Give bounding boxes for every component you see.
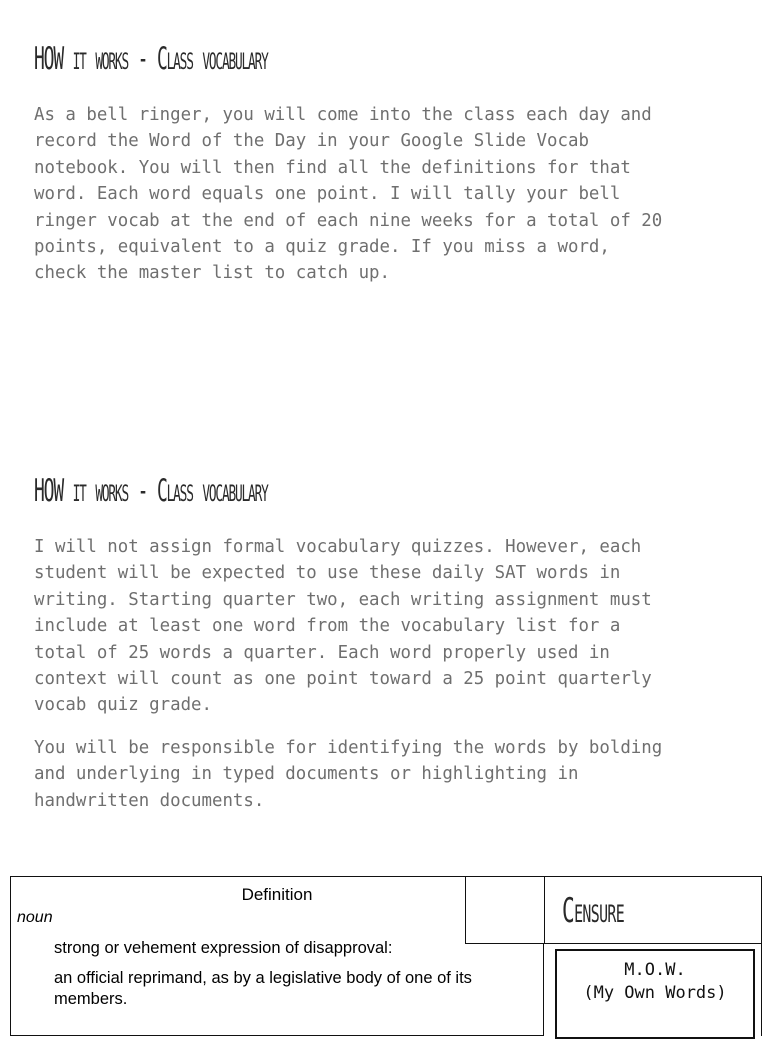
vocab-word: Censure (562, 891, 625, 931)
word-box (544, 876, 762, 944)
section-bell-ringer (34, 38, 734, 287)
mow-area (544, 944, 762, 1036)
section-paragraph: As a bell ringer, you will come into the class each day and record the Word of the Day in your Google Slide Vocab notebook. You will then find all the definitions for that word. Each word equals one point. I will tally your bell ringer vocab at the end of each nine weeks for a total of 20 points, equivalent to a quiz grade. If you miss a word, check the master list to catch up. (34, 105, 663, 284)
mow-sublabel: (My Own Words) (583, 983, 727, 1003)
part-of-speech: noun (17, 909, 53, 926)
definition-item: an official reprimand, as by a legislative body of one of its members. (54, 969, 472, 1008)
section-writing-usage (34, 470, 734, 814)
section-paragraph: I will not assign formal vocabulary quizzes. However, each student will be expected to use these daily SAT words in writing. Starting quarter two, each writing assignment must include at least one word from the vocabulary list for a total of 25 words a quarter. Each word properly used in context will count as one point toward a 25 point quarterly vocab quiz grade. (34, 537, 652, 716)
mow-label: M.O.W. (624, 960, 686, 980)
section-title: HOW it works - Class vocabulary (34, 41, 268, 77)
definition-box (10, 876, 544, 1036)
my-own-words-box (555, 949, 755, 1039)
section-title: HOW it works - Class vocabulary (34, 473, 268, 509)
vocab-card (10, 876, 762, 1024)
image-placeholder-box (465, 876, 545, 944)
definition-header: Definition (241, 885, 313, 904)
section-paragraph: You will be responsible for identifying the words by bolding and underlying in typed documents or highlighting in handwritten documents. (34, 737, 663, 811)
definition-item: strong or vehement expression of disapproval: (54, 939, 393, 957)
